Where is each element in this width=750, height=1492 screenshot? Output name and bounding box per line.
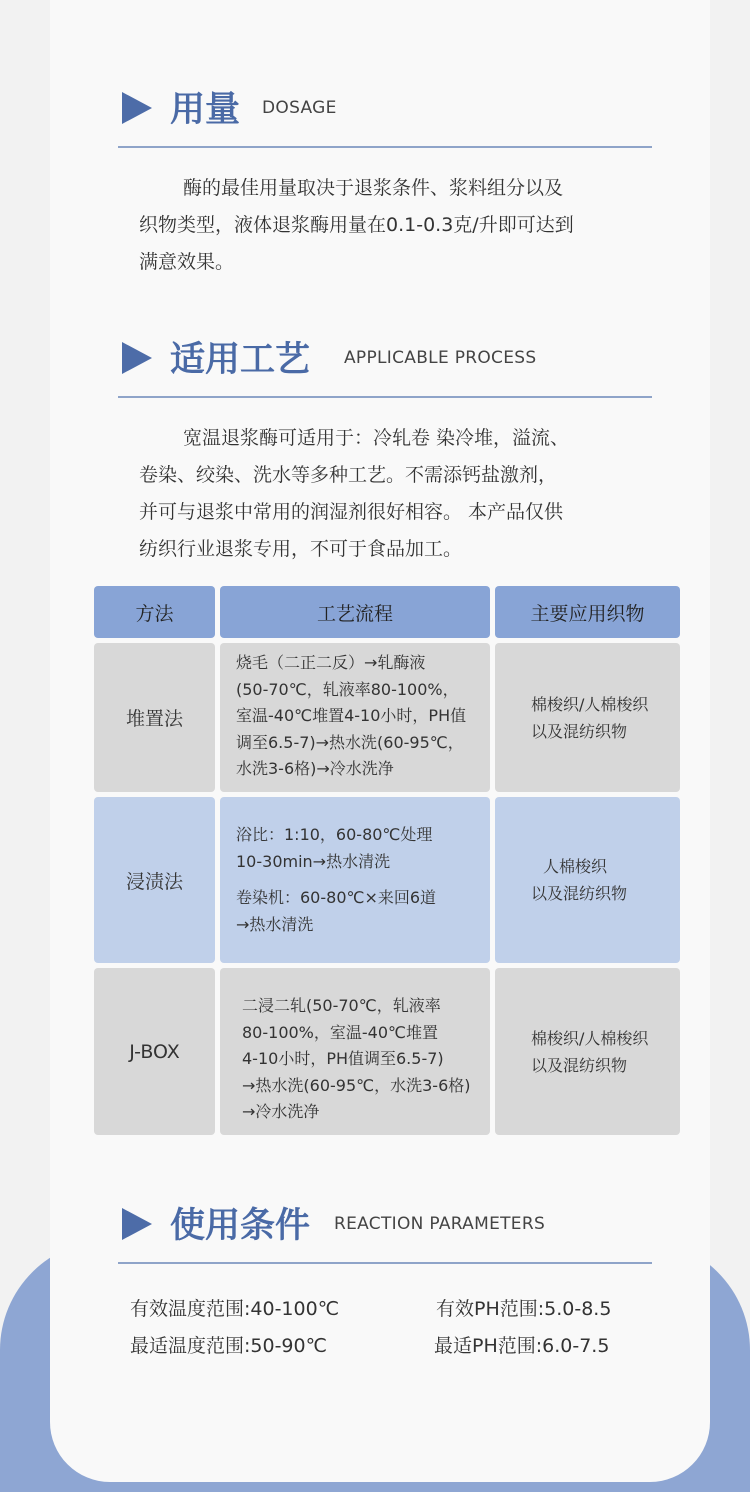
- param-effective-ph: 有效PH范围:5.0-8.5: [436, 1298, 612, 1320]
- section-divider: [118, 146, 652, 148]
- triangle-bullet-icon: [122, 342, 152, 374]
- paragraph-line: 并可与退浆中常用的润湿剂很好相容。 本产品仅供: [139, 501, 564, 523]
- table-cell-fabric: 棉梭织/人棉梭织 以及混纺织物: [495, 643, 680, 792]
- table-cell-method: J-BOX: [94, 968, 215, 1135]
- section-title-en: APPLICABLE PROCESS: [344, 348, 537, 368]
- section-divider: [118, 1262, 652, 1264]
- section-title-zh: 适用工艺: [170, 340, 311, 380]
- paragraph-line: 纺织行业退浆专用，不可于食品加工。: [139, 538, 463, 560]
- table-cell-method: 堆置法: [94, 643, 215, 792]
- param-effective-temperature: 有效温度范围:40-100℃: [130, 1298, 340, 1320]
- paragraph-line: 满意效果。: [139, 251, 235, 273]
- section-title-en: REACTION PARAMETERS: [334, 1214, 546, 1234]
- paragraph-line: 酶的最佳用量取决于退浆条件、浆料组分以及: [183, 177, 564, 199]
- table-header-method: 方法: [94, 586, 215, 638]
- section-title-en: DOSAGE: [262, 98, 337, 118]
- table-cell-flow: 烧毛（二正二反）→轧酶液 (50-70℃，轧液率80-100%， 室温-40℃堆置4-10小时，PH值 调至6.5-7)→热水洗(60-95℃， 水洗3-6格)→冷水洗净: [220, 643, 490, 792]
- dosage-paragraph: [139, 170, 639, 281]
- paragraph-line: 卷染、绞染、洗水等多种工艺。不需添钙盐激剂，: [139, 464, 558, 486]
- param-optimal-ph: 最适PH范围:6.0-7.5: [434, 1335, 610, 1357]
- paragraph-line: 织物类型，液体退浆酶用量在0.1-0.3克/升即可达到: [139, 214, 574, 236]
- table-cell-fabric: 棉梭织/人棉梭织 以及混纺织物: [495, 968, 680, 1135]
- paragraph-line: 宽温退浆酶可适用于：冷轧卷 染冷堆，溢流、: [183, 427, 570, 449]
- param-optimal-temperature: 最适温度范围:50-90℃: [130, 1335, 327, 1357]
- table-cell-fabric: 人棉梭织 以及混纺织物: [495, 797, 680, 963]
- section-divider: [118, 396, 652, 398]
- table-header-fabric: 主要应用织物: [495, 586, 680, 638]
- triangle-bullet-icon: [122, 92, 152, 124]
- table-cell-flow: 浴比：1:10，60-80℃处理 10-30min→热水清洗 卷染机：60-80℃×来回6道 →热水清洗: [220, 797, 490, 963]
- table-cell-method: 浸渍法: [94, 797, 215, 963]
- table-cell-flow: 二浸二轧(50-70℃，轧液率 80-100%，室温-40℃堆置 4-10小时，PH值调至6.5-7) →热水洗(60-95℃，水洗3-6格) →冷水洗净: [220, 968, 490, 1135]
- section-title-zh: 用量: [170, 90, 241, 130]
- section-title-zh: 使用条件: [170, 1206, 311, 1246]
- process-paragraph: [139, 420, 639, 568]
- table-header-flow: 工艺流程: [220, 586, 490, 638]
- triangle-bullet-icon: [122, 1208, 152, 1240]
